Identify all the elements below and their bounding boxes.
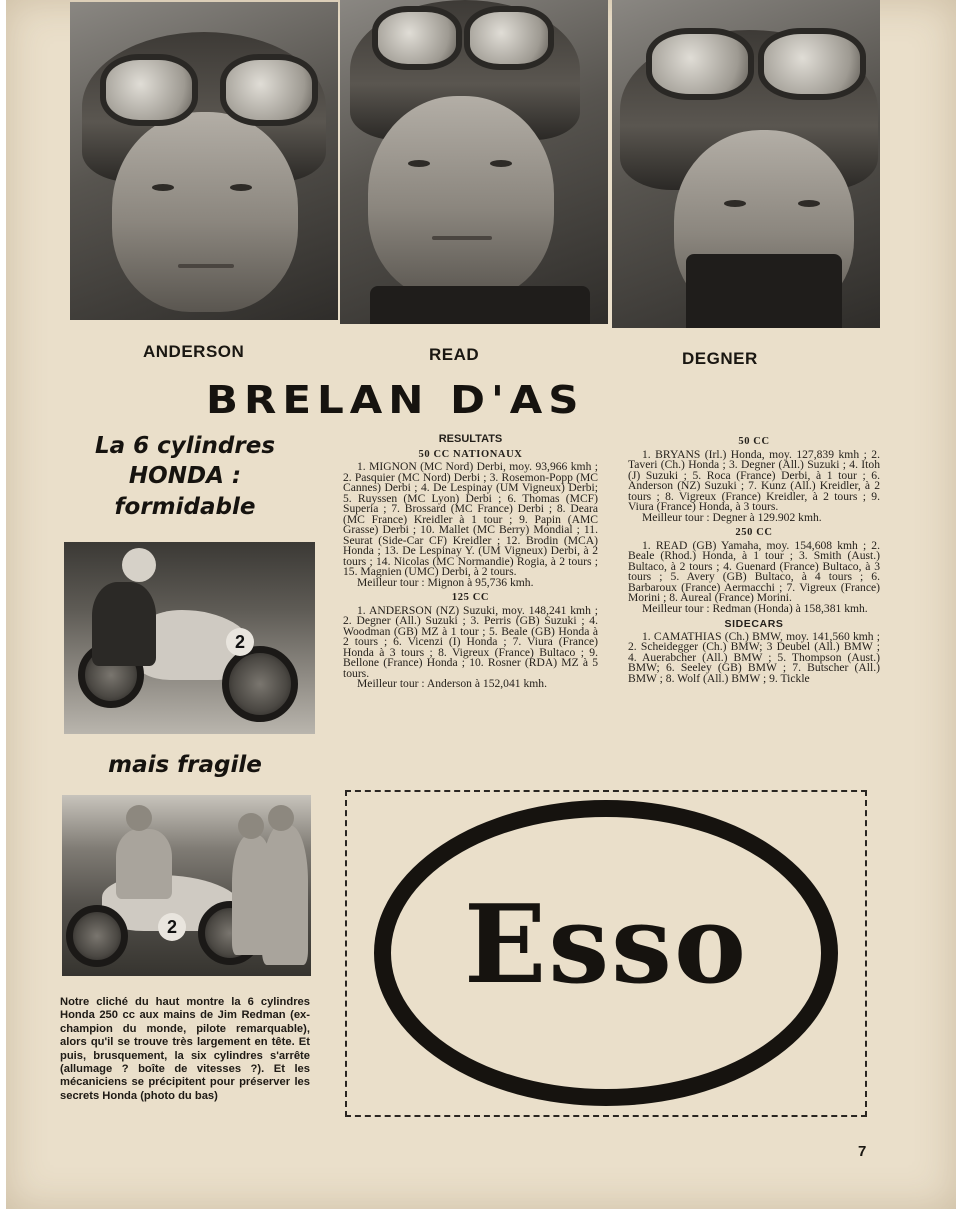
section-50cc-text: 1. BRYANS (Irl.) Honda, moy. 127,839 kmh ; 2. Taveri (Ch.) Honda ; 3. Degner (All.) Suzuki ; 4. Itoh (J) Suzuki ; 5. Roca (France) Derbi, à 1 tour ; 6. Anderson (NZ) Suzuki ; 7. Kunz (All.) Kreidler, à 2 tours ; 8. Vigreux (France) Kreidler, à 2 tours ; 9. Viura (France) Honda, à 3 tours. bbox=[628, 447, 880, 513]
portrait-name-degner: DEGNER bbox=[682, 349, 758, 368]
results-column-left bbox=[343, 434, 598, 690]
section-50cc-nationaux-text: 1. MIGNON (MC Nord) Derbi, moy. 93,966 kmh ; 2. Pasquier (MC Nord) Derbi ; 3. Rosemon-Popp (MC Cannes) Derbi ; 4. De Lespinay (UM Vigneux) Derbi; 5. Ruyssen (MC Lyon) Derbi ; 6. Thomas (MCF) Superia ; 7. Brossard (MC France) Derbi ; 8. Deara (MC France) Kreidler à 1 tour ; 9. Papin (AMC Grasse) Derbi ; 10. Mallet (MC Berry) Mondial ; 11. Seurat (Side-Car CF) Kreidler ; 12. Brodin (MCA) Honda ; 13. De Lespinay Y. (UM Vigneux) Derbi, à 2 tours ; 14. Nicolas (MC Normandie) Rogia, à 2 tours ; 15. Magnien (UMC) Derbi, à 2 tours. bbox=[343, 460, 598, 578]
section-125cc-text: 1. ANDERSON (NZ) Suzuki, moy. 148,241 kmh ; 2. Degner (All.) Suzuki ; 3. Perris (GB) Suzuki ; 4. Woodman (GB) MZ à 1 tour ; 5. Beale (GB) Honda à 2 tours ; 6. Vicenzi (I) Honda ; 7. Viura (France) Honda à 3 tours ; 8. Vigreux (France) Bultaco ; 9. Bellone (France) Honda ; 10. Rosner (RDA) MZ à 5 tours. bbox=[343, 603, 598, 680]
race-number-bottom: 2 bbox=[158, 913, 186, 941]
section-250cc-title: 250 CC bbox=[735, 527, 773, 538]
portrait-name-read: READ bbox=[429, 345, 480, 364]
page-number: 7 bbox=[858, 1143, 867, 1160]
section-125cc-title: 125 CC bbox=[451, 592, 490, 603]
portrait-photo-read bbox=[340, 0, 608, 324]
fragile-title: mais fragile bbox=[108, 752, 262, 778]
headline: BRELAN D'AS bbox=[206, 376, 585, 423]
honda-title-line-2: HONDA : bbox=[128, 463, 242, 489]
section-250cc-best: Meilleur tour : Redman (Honda) à 158,381 kmh. bbox=[642, 601, 868, 615]
race-number: 2 bbox=[226, 628, 254, 656]
honda-title-line-3: formidable bbox=[114, 494, 256, 520]
portrait-photo-degner bbox=[612, 0, 880, 328]
photo-caption: Notre cliché du haut montre la 6 cylindres Honda 250 cc aux mains de Jim Redman (ex-champion du monde, pilote remarquable), alors qu'il se trouve très largement en tête. Et puis, brusquement, la six cylindres s'arrête (allumage ? boîte de vitesses ?). Et les mécaniciens se précipitent pour préserver les secrets Honda (photo du bas) bbox=[60, 996, 310, 1102]
section-50cc-best: Meilleur tour : Degner à 129.902 kmh. bbox=[642, 510, 822, 524]
section-sidecars-text: 1. CAMATHIAS (Ch.) BMW, moy. 141,560 kmh ; 2. Scheidegger (Ch.) BMW; 3 Deubel (All.) BMW ; 4. Auerabcher (All.) BMW ; 5. Thompson (Aust.) BMW; 6. Seeley (GB) BMW ; 7. Butscher (All.) BMW ; 8. Wolf (All.) BMW ; 9. Tickle bbox=[628, 629, 880, 685]
esso-logo-text: Esso bbox=[464, 882, 748, 1008]
portrait-photo-anderson bbox=[70, 2, 338, 320]
racing-motorcycle-photo bbox=[64, 542, 315, 734]
portrait-name-anderson: ANDERSON bbox=[143, 342, 245, 361]
section-50cc-title: 50 CC bbox=[738, 436, 770, 447]
honda-title-line-1: La 6 cylindres bbox=[94, 433, 276, 459]
section-125cc-best: Meilleur tour : Anderson à 152,041 kmh. bbox=[357, 677, 547, 690]
section-50cc-nationaux-best: Meilleur tour : Mignon à 95,736 kmh. bbox=[357, 575, 534, 589]
results-heading: RESULTATS bbox=[438, 433, 503, 445]
section-50cc-nationaux-title: 50 CC NATIONAUX bbox=[418, 448, 523, 460]
results-column-right bbox=[628, 437, 880, 684]
section-250cc-text: 1. READ (GB) Yamaha, moy. 154,608 kmh ; 2. Beale (Rhod.) Honda, à 1 tour ; 3. Smith (Aust.) Bultaco, à 2 tours ; 4. Guenard (France) Bultaco, à 3 tours ; 5. Avery (GB) Bultaco, à 4 tours ; 6. Barbaroux (France) Aermacchi ; 7. Vigreux (France) Morini ; 8. Aureal (France) Morini. bbox=[628, 538, 880, 604]
mechanics-photo bbox=[62, 795, 311, 976]
section-sidecars-title: SIDECARS bbox=[724, 618, 784, 630]
